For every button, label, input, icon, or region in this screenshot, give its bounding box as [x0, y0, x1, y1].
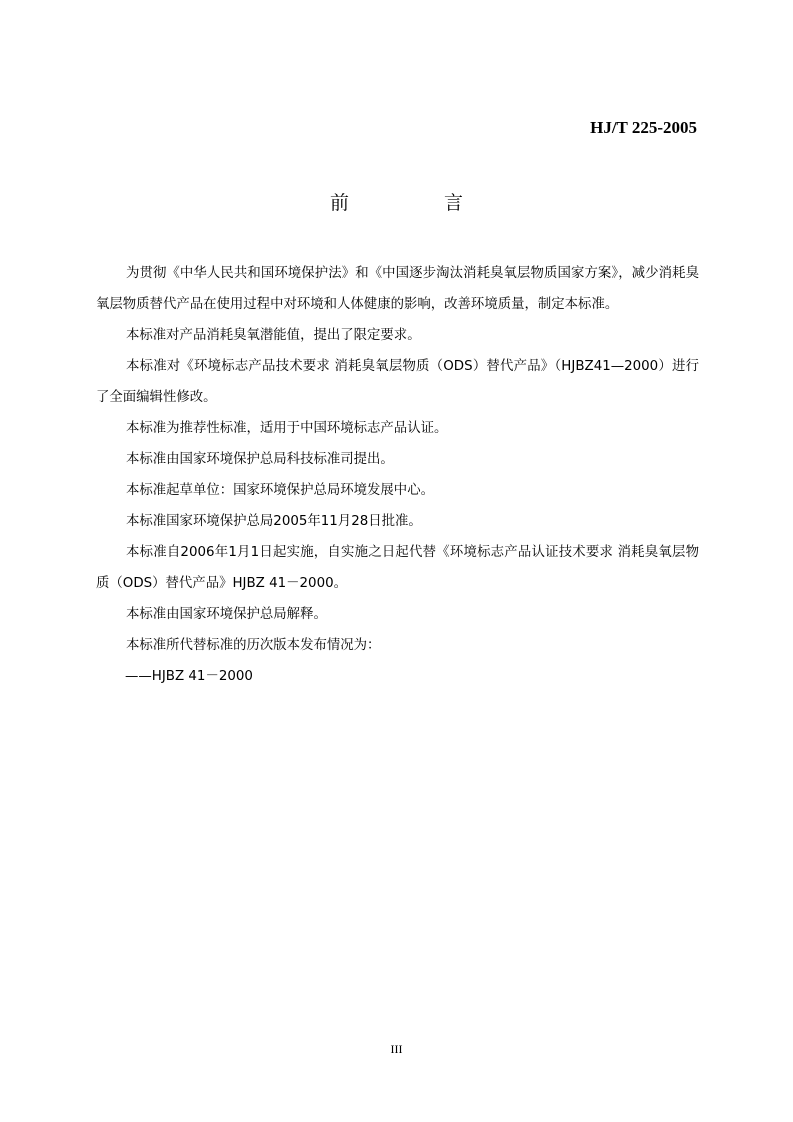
page-number: III — [390, 1042, 403, 1056]
paragraph-drafting-unit: 本标准起草单位：国家环境保护总局环境发展中心。 — [126, 483, 434, 498]
paragraph-purpose: 为贯彻《中华人民共和国环境保护法》和《中国逐步淘汰消耗臭氧层物质国家方案》，减少消耗臭氧层物质替代产品在使用过程中对环境和人体健康的影响，改善环境质量，制定本标准。 — [96, 266, 699, 312]
paragraph-interpretation: 本标准由国家环境保护总局解释。 — [126, 607, 327, 622]
page-title: 前 言 — [329, 192, 501, 214]
paragraph-revision: 本标准对《环境标志产品技术要求 消耗臭氧层物质（ODS）替代产品》（HJBZ41—2000）进行了全面编辑性修改。 — [96, 359, 699, 405]
paragraph-effective-date: 本标准自2006年1月1日起实施，自实施之日起代替《环境标志产品认证技术要求 消耗臭氧层物质（ODS）替代产品》HJBZ 41－2000。 — [96, 545, 699, 591]
paragraph-requirement: 本标准对产品消耗臭氧潜能值，提出了限定要求。 — [126, 328, 421, 343]
paragraph-approval-date: 本标准国家环境保护总局2005年11月28日批准。 — [126, 514, 422, 529]
document-code: HJ/T 225-2005 — [590, 118, 697, 137]
paragraph-history-item: ——HJBZ 41－2000 — [125, 669, 253, 684]
document-body — [96, 258, 699, 692]
paragraph-proposer: 本标准由国家环境保护总局科技标准司提出。 — [126, 452, 394, 467]
paragraph-recommendation: 本标准为推荐性标准，适用于中国环境标志产品认证。 — [126, 421, 448, 436]
paragraph-history-intro: 本标准所代替标准的历次版本发布情况为： — [126, 638, 381, 653]
